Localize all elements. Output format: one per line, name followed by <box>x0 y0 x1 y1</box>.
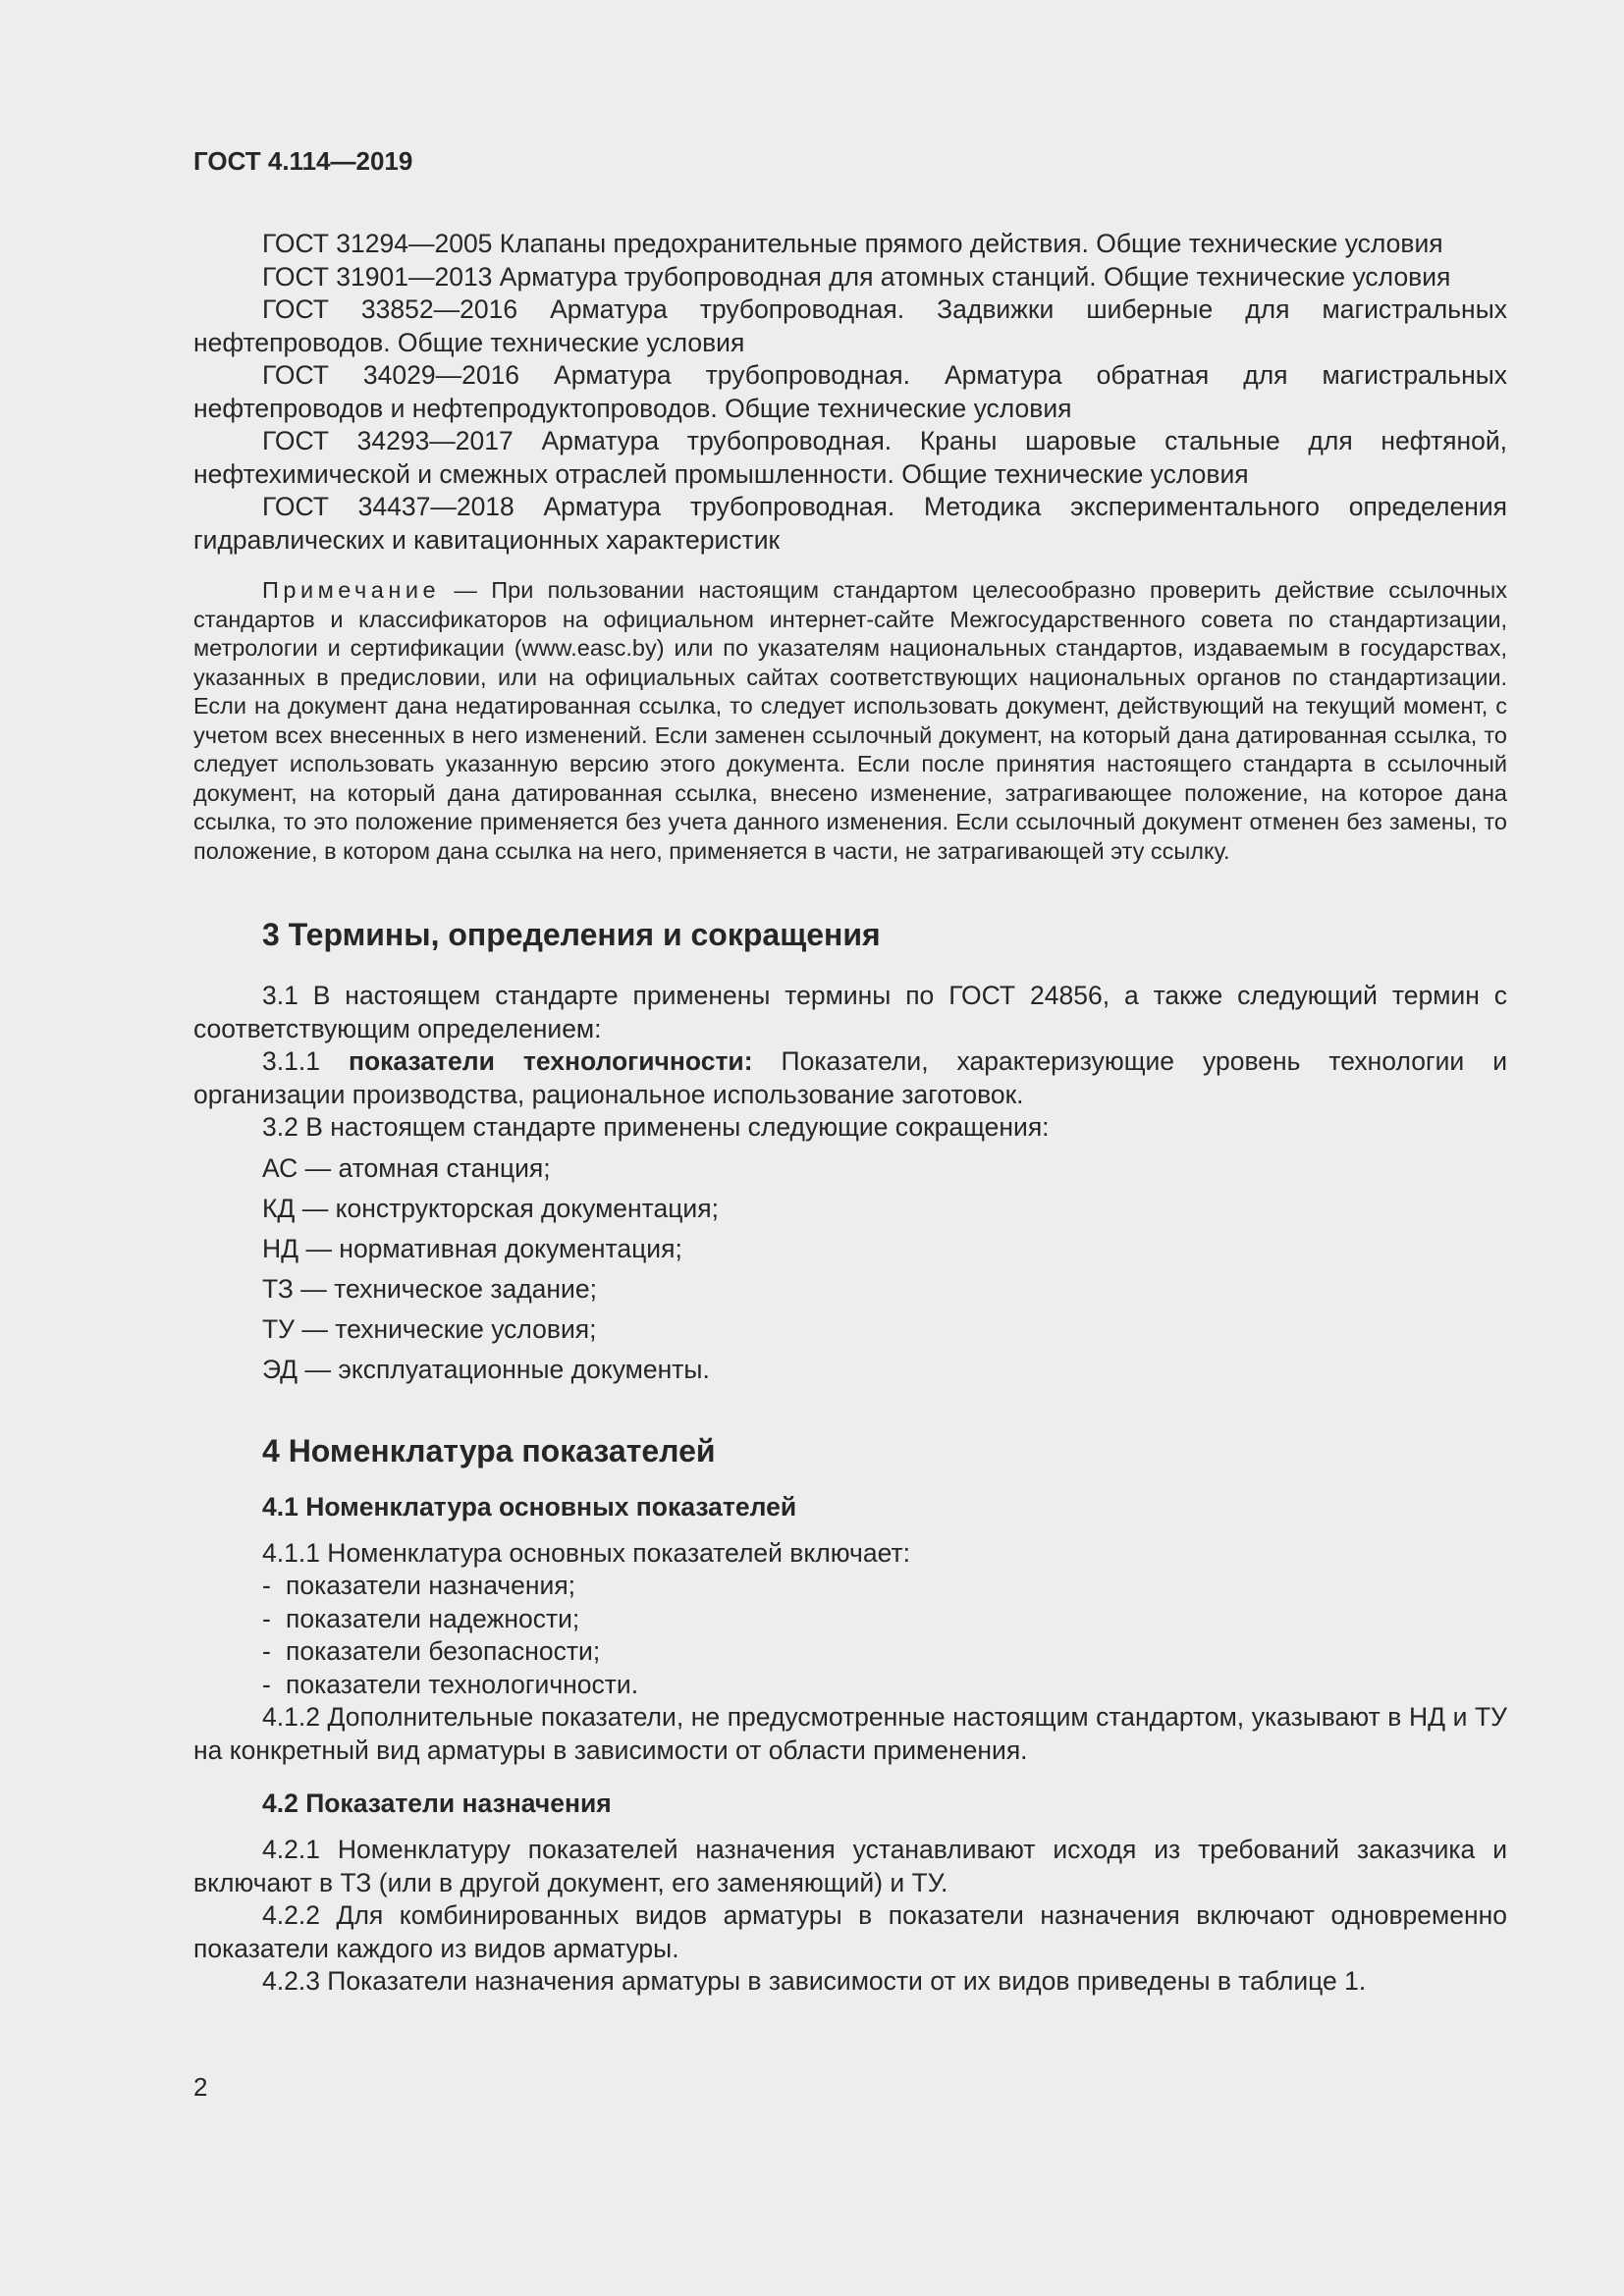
paragraph-3-1: 3.1 В настоящем стандарте применены термины по ГОСТ 24856, а также следующий термин с соответствующим определением: <box>193 981 1507 1043</box>
document-page <box>193 145 1507 1999</box>
paragraph-3-2: 3.2 В настоящем стандарте применены следующие сокращения: <box>262 1112 1050 1142</box>
reference-item: ГОСТ 31901—2013 Арматура трубопроводная для атомных станций. Общие технические условия <box>262 261 1451 292</box>
list-item: - показатели надежности; <box>193 1603 1507 1636</box>
paragraph-number: 3.1.1 <box>262 1046 349 1076</box>
reference-item: ГОСТ 34029—2016 Арматура трубопроводная. Арматура обратная для магистральных нефтепроводов и нефтепродуктопроводов. Общие технические условия <box>193 360 1507 423</box>
note-text: — При пользовании настоящим стандартом целесообразно проверить действие ссылочных стандартов и классификаторов на официальном интернет-сайте Межгосударственного совета по стандартизации, метрологии и сертификации (www.easc.by) или по указателям национальных стандартов, издаваемым в государствах, указанных в предисловии, или на официальных сайтах соответствующих национальных органов по стандартизации. Если на документ дана недатированная ссылка, то следует использовать документ, действующий на текущий момент, с учетом всех внесенных в него изменений. Если заменен ссылочный документ, на который дана датированная ссылка, то следует использовать указанную версию этого документа. Если после принятия настоящего стандарта в ссылочный документ, на который дана датированная ссылка, внесено изменение, затрагивающее положение, на которое дана ссылка, то это положение применяется без учета данного изменения. Если ссылочный документ отменен без замены, то положение, в котором дана ссылка на него, применяется в части, не затрагивающей эту ссылку. <box>193 577 1507 864</box>
abbreviation-item: ТЗ — техническое задание; <box>262 1273 597 1304</box>
defined-term: показатели технологичности: <box>348 1046 753 1076</box>
subsection-4-2-heading: 4.2 Показатели назначения <box>262 1789 612 1818</box>
abbreviation-item: КД — конструкторская документация; <box>262 1193 719 1223</box>
paragraph-3-1-1 <box>193 1045 1507 1111</box>
abbreviations-list <box>193 1148 1507 1390</box>
list-item: - показатели технологичности. <box>193 1669 1507 1702</box>
reference-item: ГОСТ 34293—2017 Арматура трубопроводная. Краны шаровые стальные для нефтяной, нефтехимической и смежных отраслей промышленности. Общие технические условия <box>193 426 1507 489</box>
list-dash: - <box>262 1636 271 1666</box>
indicators-list <box>193 1570 1507 1701</box>
normative-references-list <box>193 228 1507 557</box>
abbreviation-item: ТУ — технические условия; <box>262 1313 597 1344</box>
paragraph-4-2-3: 4.2.3 Показатели назначения арматуры в зависимости от их видов приведены в таблице 1. <box>262 1966 1367 1996</box>
abbreviation-item: ЭД — эксплуатационные документы. <box>262 1354 710 1384</box>
paragraph-4-1-1: 4.1.1 Номенклатура основных показателей включает: <box>262 1537 910 1568</box>
references-note <box>193 576 1507 866</box>
paragraph-4-2-1: 4.2.1 Номенклатуру показателей назначения устанавливают исходя из требований заказчика и включают в ТЗ (или в другой документ, его заменяющий) и ТУ. <box>193 1835 1507 1897</box>
list-item: - показатели назначения; <box>193 1570 1507 1603</box>
reference-item: ГОСТ 34437—2018 Арматура трубопроводная. Методика экспериментального определения гидравлических и кавитационных характеристик <box>193 492 1507 555</box>
abbreviation-item: АС — атомная станция; <box>262 1152 551 1183</box>
reference-item: ГОСТ 33852—2016 Арматура трубопроводная. Задвижки шиберные для магистральных нефтепроводов. Общие технические условия <box>193 294 1507 357</box>
list-dash: - <box>262 1603 271 1633</box>
term-definition: Показатели, характеризующие уровень технологии и организации производства, рациональное использование заготовок. <box>193 1046 1507 1109</box>
section-4-heading: 4 Номенклатура показателей <box>262 1432 716 1468</box>
list-dash: - <box>262 1571 271 1600</box>
subsection-4-1-heading: 4.1 Номенклатура основных показателей <box>262 1491 797 1522</box>
paragraph-4-2-2: 4.2.2 Для комбинированных видов арматуры в показатели назначения включают одновременно показатели каждого из видов арматуры. <box>193 1900 1507 1963</box>
section-3-heading: 3 Термины, определения и сокращения <box>262 917 881 952</box>
abbreviation-item: НД — нормативная документация; <box>262 1233 682 1263</box>
document-code-header: ГОСТ 4.114—2019 <box>193 146 413 176</box>
list-item: - показатели безопасности; <box>193 1635 1507 1669</box>
list-dash: - <box>262 1669 271 1699</box>
page-number: 2 <box>193 2072 208 2102</box>
paragraph-4-1-2: 4.1.2 Дополнительные показатели, не предусмотренные настоящим стандартом, указывают в НД и ТУ на конкретный вид арматуры в зависимости от области применения. <box>193 1702 1507 1765</box>
reference-item: ГОСТ 31294—2005 Клапаны предохранительные прямого действия. Общие технические условия <box>262 229 1443 258</box>
note-label: Примечание <box>262 577 441 603</box>
